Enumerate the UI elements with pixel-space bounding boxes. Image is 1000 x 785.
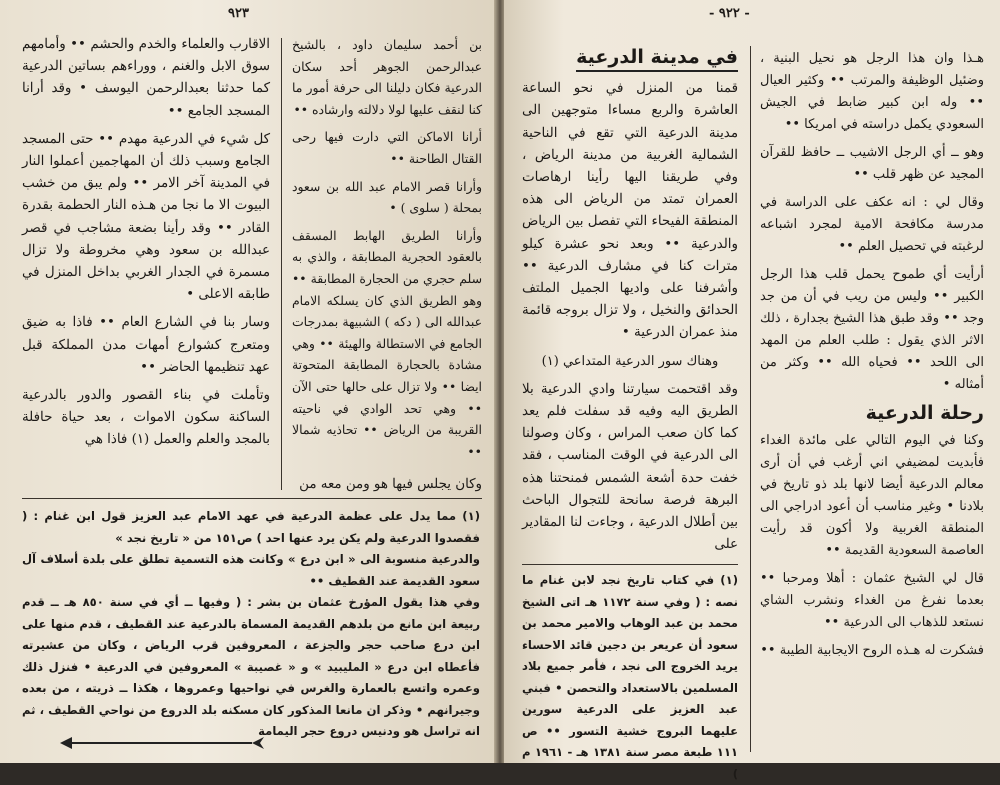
paragraph: وقال لي : انه عكف على الدراسة في مدرسة مكافحة الامية لمجرد اشباعه لرغبته في تحصيل العلم ••: [760, 195, 984, 254]
continuation-arrow-icon: [60, 736, 270, 750]
paragraph: فشكرت له هـذه الروح الايجابية الطيبة ••: [760, 643, 984, 658]
section-heading: رحلة الدرعية: [865, 402, 984, 424]
paragraph: وأرانا قصر الامام عبد الله بن سعود بمحلة ( سلوى ) •: [292, 178, 482, 216]
column-closing-line: وكان يجلس فيها هو ومن معه من: [299, 477, 482, 492]
column-divider: [750, 46, 751, 752]
left-outer-column: [22, 34, 270, 492]
column-divider: [281, 38, 282, 490]
paragraph: وسار بنا في الشارع العام •• فاذا به ضيق ومتعرج كشوارع أمهات مدن المملكة قبل عهد تنظيمها الحاضر ••: [22, 315, 270, 375]
paragraph: بن أحمد سليمان داود ، بالشيخ عبدالرحمن الجوهر أحد سكان الدرعية فكان دليلنا الى حرفة أمور ما كنا لنقف عليها لولا دلالته وارشاده ••: [292, 37, 482, 117]
page-number: ٩٢٣: [228, 6, 249, 21]
paragraph: قال لي الشيخ عثمان : أهلا ومرحبا •• بعدما نفرغ من الغداء ونشرب الشاي نستعد للذهاب الى الدرعية ••: [760, 571, 984, 630]
footnote-rule: [522, 564, 738, 565]
subheading: وهناك سور الدرعية المتداعي (١): [541, 353, 719, 369]
paragraph: أرانا الاماكن التي دارت فيها رحى القتال الطاحنة ••: [292, 129, 482, 166]
left-inner-column: [292, 34, 482, 462]
footnotes-block: [22, 506, 480, 738]
left-page: [0, 0, 496, 763]
right-page: [504, 0, 1000, 781]
page-number: - ٩٢٢ -: [709, 6, 750, 21]
footnote: (١) في كتاب تاريخ نجد لابن غنام ما نصه : ( وفي سنة ١١٧٢ هـ اتى الشيخ محمد بن عبد الوهاب والامير محمد بن سعود أن عريعر بن دجين قائد الاحساء يريد الخروج الى نجد ، فأمر جميع بلاد المسلمين بالاستعداد والتحصن • فبني عبد العزيز على الدرعية سورين عليهما البروج خشية التسور •• ص ١١١ طبعة مصر سنة ١٣٨١ هـ - ١٩٦١ م ): [522, 573, 738, 781]
right-inner-column: [522, 44, 738, 564]
footnote: والدرعية منسوبة الى « ابن درع » وكانت هذه التسمية تطلق على بلدة أسلاف آل سعود القديمة عند القطيف ••: [22, 552, 480, 588]
paragraph: وكنا في اليوم التالي على مائدة الغداء فأبديت لمضيفي اني أرغب في أن أرى معالم الدرعية أيضا لانها بلد ذو تاريخ في بلادنا • وغير مناسب أن أعود ادراجي الى المنطقة الغربية ولا أكون قد رأيت العاصمة السعودية القديمة ••: [760, 433, 984, 558]
paragraph: هـذا وان هذا الرجل هو نحيل البنية ، وضئيل الوظيفة والمرتب •• وكثير العيال •• وله ابن كبير ضابط في الجيش السعودي يكمل دراسته في امريكا ••: [760, 51, 984, 132]
right-outer-column: [760, 48, 984, 758]
paragraph: وهو ــ أي الرجل الاشيب ــ حافظ للقرآن المجيد عن ظهر قلب ••: [760, 145, 984, 182]
paragraph: وقد اقتحمت سيارتنا وادي الدرعية بلا الطريق اليه وفيه قد سفلت فلم يعد كما كان صعب المراس ، وكان وصولنا الى الدرعية في الوقت المناسب ، فقد خفت حدة أشعة الشمس فمنحتنا هذه البرهة فرصة سانحة للتجوال الباحث بين أطلال الدرعية ، وجاءت لنا المقادير على: [522, 381, 738, 553]
paragraph: أرأيت أي طموح يحمل قلب هذا الرجل الكبير •• وليس من ريب في أن من جد وجد •• وقد طبق هذا الشيخ بجدارة ، ذلك الاثر الذي يقول : طلب العلم من المهد الى اللحد •• فحياه الله •• وكثر من أمثاله •: [760, 267, 984, 392]
footnote-rule: [22, 498, 482, 499]
paragraph: قمنا من المنزل في نحو الساعة العاشرة والربع مساءا متوجهين الى مدينة الدرعية التي تقع في الناحية الشمالية الغربية من مدينة الرياض ، وفي طريقنا اليها رأينا ارهاصات العمران تمتد من الرياض الى هذه المنطقة الفيحاء التي تفصل بين الرياض والدرعية •• وبعد نحو عشرة كيلو مترات كنا في مشارف الدرعية •• وأشرفنا على واديها الجميل الملتف الحدائق والنخيل ، ولا تزال بروجه قائمة منذ عمران الدرعية •: [522, 81, 738, 341]
section-heading: في مدينة الدرعية: [576, 46, 738, 72]
paragraph: وأرانا الطريق الهابط المسقف بالعقود الحجرية المطابقة ، والذي به سلم حجري من الحجارة المطابقة •• وهو الطريق الذي كان يسلكه الامام عبدالله الى ( دكه ) الشبيهة بمدرجات الجامع في الاستطالة والهيئة •• وهي مشادة بالحجارة المطابقة المتحوتة ايضا •• ولا تزال على حالها حتى الآن •• وهي تحد الوادي في ناحيته القريبة من الرياض •• تحاذيه شمالا ••: [292, 227, 482, 459]
footnote: (١) مما يدل على عظمة الدرعية في عهد الامام عبد العزيز قول ابن غنام : ( فقصدوا الدرعية ولم يكن يرد عنها احد ) ص١٥١ من « تاريخ نجد »: [22, 509, 480, 545]
paragraph: وتأملت في بناء القصور والدور بالدرعية الساكنة سكون الاموات ، بعد حياة حافلة بالمجد والعلم والعمل (١) فاذا هي: [22, 388, 270, 448]
footnote: وفي هذا يقول المؤرخ عثمان بن بشر : ( وفيها ــ أي في سنة ٨٥٠ هـ ــ قدم ربيعة ابن مانع من بلدهم القديمة المسماة بالدرعية عند القطيف ، قدم منها على ابن درع صاحب حجر والجزعة ، المعروفين قرب الرياض ، وكان من عشيرته فأعطاه ابن درع « المليبيد » و « غصيبة » المعروفين في الدرعية • فنزل ذلك وعمره واتسع بالعمارة والغرس في نواحيها وعمروها ، هكذا ــ ذريته ، من بعده وجيرانهم • وذكر ان مانعا المذكور كان مسكنه بلد الدروع من نواحي القطيف ، ثم انه تراسل هو ودنيس دروع حجر اليمامة: [22, 595, 480, 738]
paragraph: الاقارب والعلماء والخدم والحشم •• وأمامهم سوق الابل والغنم ، ووراءهم بساتين الدرعية كما حدثنا بعبدالرحمن اليوسف • وقد أرانا المسجد الجامع ••: [22, 37, 270, 119]
paragraph: كل شيء في الدرعية مهدم •• حتى المسجد الجامع وسبب ذلك أن المهاجمين أعملوا النار في المدينة آخر الامر •• ولم يبق من خشب البيوت الا ما نجا من هـذه النار الحطمة بقدرة القادر •• وقد رأينا بضعة مشاجب في قصر عبدالله بن سعود وهي مخروطة ولا تزال مسمرة في الجدار الغربي بداخل المنزل في طابقه الاعلى •: [22, 131, 270, 303]
